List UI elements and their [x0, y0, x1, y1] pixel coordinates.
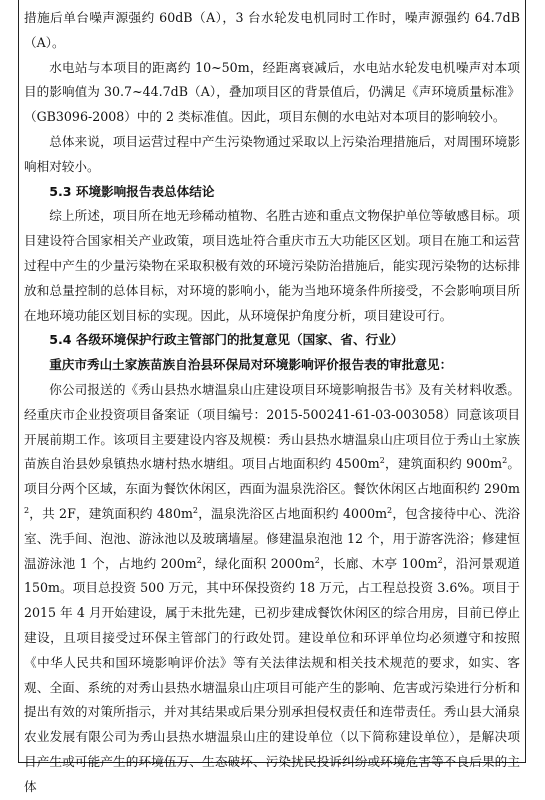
body-paragraph: 你公司报送的《秀山县热水塘温泉山庄建设项目环境影响报告书》及有关材料收悉。经重庆市企业投资项目备案证（项目编号：2015-500241-61-03-003058）同意该项目开展前期工作。该项目主要建设内容及规模：秀山县热水塘温泉山庄项目位于秀山土家族苗族自治县妙泉镇热水塘村热水塘组。项目占地面积约 $4500m^2$，建筑面积约 $900m^2$。项目分两个区域，东面为餐饮休闲区，西面为温泉洗浴区。餐饮休闲区占地面积约 $290m^2$，共 2F，建筑面积约 $480m^2$，温泉洗浴区占地面积约 $4000m^2$，包含接待中心、洗浴室、洗手间、泡池、游泳池以及玻璃墙屋。修建温泉泡池 12 个，用于游客洗浴；修建恒温游泳池 1 个，占地约 $200m^2$，绿化面积 $2000m^2$，长廊、木亭 $100m^2$，沿河景观道 150m。项目总投资 500 万元，其中环保投资约 18 万元，占工程总投资 3.6%。项目于 2015 年 4 月开始建设，属于未批先建，已初步建成餐饮休闲区的综合用房，目前已停止建设，且项目接受过环保主管部门的行政处罚。建设单位和环评单位均必须遵守和按照《中华人民共和国环境影响评价法》等有关法律法规和相关技术规范的要求，如实、客观、全面、系统的对秀山县热水塘温泉山庄项目可能产生的影响、危害或污染进行分析和提出有效的对策所指示，并对其结果或后果分别承担侵权责任和连带责任。秀山县大涌泉农业发展有限公司为秀山县热水塘温泉山庄的建设单位（以下简称建设单位），是解决项目产生或可能产生的环境伍万、生态破坏、污染扰民投诉纠纷或环境危害等不良后果的主体 [24, 381, 521, 794]
section-heading: 5.4 各级环境保护行政主管部门的批复意见（国家、省、行业） [49, 332, 404, 348]
document-body [24, 6, 520, 800]
body-paragraph: 总体来说，项目运营过程中产生污染物通过采取以上污染治理措施后，对周围环境影响相对较小。 [24, 133, 520, 174]
body-paragraph: 措施后单台噪声源强约 60dB（A），3 台水轮发电机同时工作时，噪声源强约 64.7dB（A）。 [24, 10, 520, 50]
section-heading: 5.3 环境影响报告表总体结论 [49, 183, 215, 199]
body-paragraph: 水电站与本项目的距离约 10~50m，经距离衰减后，水电站水轮发电机噪声对本项目的影响值为 30.7~44.7dB（A），叠加项目区的背景值后，仍满足《声环境质量标准》（GB3096-2008）中的 2 类标准值。因此，项目东侧的水电站对本项目的影响较小。 [24, 59, 520, 125]
body-paragraph: 综上所述，项目所在地无珍稀动植物、名胜古迹和重点文物保护单位等敏感目标。项目建设符合国家相关产业政策，项目选址符合重庆市五大功能区区划。项目在施工和运营过程中产生的少量污染物在采取积极有效的环境污染防治措施后，能实现污染物的达标排放和总量控制的总体目标，对环境的影响小，能为当地环境条件所接受，不会影响项目所在地环境功能区划目标的实现。因此，从环境保护角度分析，项目建设可行。 [24, 208, 520, 323]
section-heading: 重庆市秀山土家族苗族自治县环保局对环境影响评价报告表的审批意见： [49, 357, 453, 373]
